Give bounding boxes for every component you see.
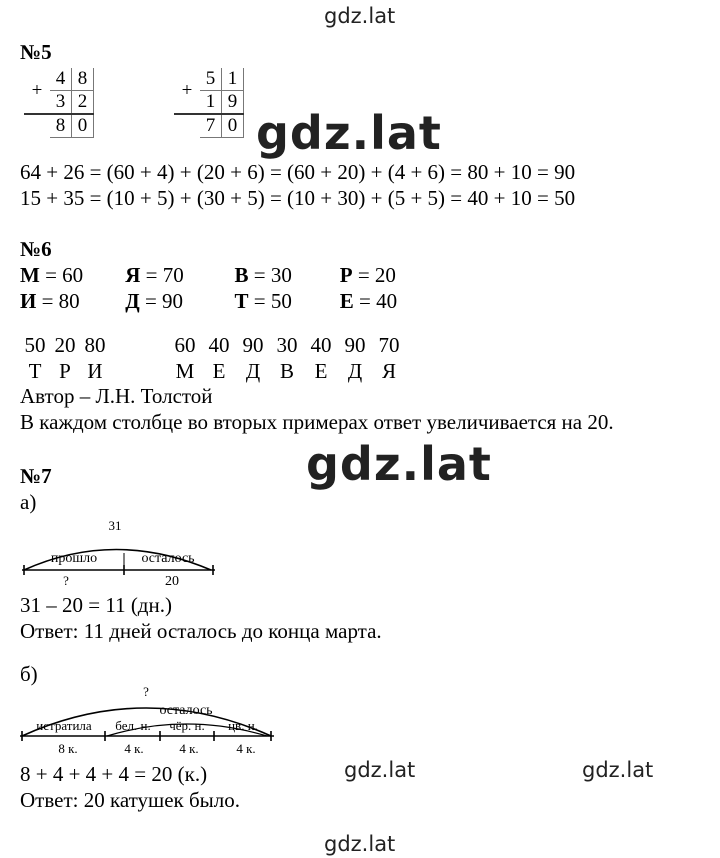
plus-sign: +: [181, 79, 193, 101]
ex6-title: №6: [20, 237, 52, 261]
ex7-a-solution: 31 – 20 = 11 (дн.): [20, 593, 172, 617]
ex5-line-2: 15 + 35 = (10 + 5) + (30 + 5) = (10 + 30) + (5 + 5) = 40 + 10 = 50: [20, 186, 576, 210]
ex7-b-label: б): [20, 662, 38, 686]
ex6-author: Автор – Л.Н. Толстой: [20, 384, 213, 408]
ex5-line-1: 64 + 26 = (60 + 4) + (20 + 6) = (60 + 20) + (4 + 6) = 80 + 10 = 90: [20, 160, 576, 184]
segment-diagram-b: [0, 682, 300, 760]
ex7-a-label: а): [20, 490, 37, 514]
digit: 3: [50, 91, 72, 115]
segment-diagram-a: [0, 515, 240, 590]
digit: 8: [50, 114, 72, 138]
diagram-b-value: 4 к.: [124, 741, 144, 756]
diagram-a-part2: осталось: [141, 551, 195, 566]
watermark-bottom-mid: gdz.lat: [344, 758, 416, 782]
ex6-note: В каждом столбце во вторых примерах ответ увеличивается на 20.: [20, 410, 614, 434]
digit: 8: [72, 68, 94, 91]
word-medvedya-numbers: 60 40 90 30 40 90 70: [174, 333, 400, 357]
plus-sign: +: [31, 79, 43, 101]
watermark-top: gdz.lat: [324, 4, 396, 28]
ex6-row-2: И = 80 Д = 90 Т = 50 Е = 40: [20, 289, 398, 313]
diagram-a-value: 20: [165, 574, 179, 589]
diagram-b-part: чёр. н.: [169, 718, 205, 733]
watermark-big-1: gdz.lat: [256, 106, 442, 160]
digit: 0: [72, 114, 94, 138]
diagram-b-part: бел. н.: [115, 718, 151, 733]
digit: 4: [50, 68, 72, 91]
digit: 2: [72, 91, 94, 115]
diagram-b-question: ?: [143, 684, 149, 699]
ex7-b-solution: 8 + 4 + 4 + 4 = 20 (к.): [20, 762, 208, 786]
diagram-b-remain-label: осталось: [159, 703, 213, 718]
diagram-a-question: ?: [63, 573, 69, 588]
digit: 0: [222, 114, 244, 138]
diagram-a-part1: прошло: [50, 551, 98, 566]
diagram-b-value: 8 к.: [58, 741, 78, 756]
watermark-footer: gdz.lat: [324, 832, 396, 856]
ex6-row-1: М = 60 Я = 70 В = 30 Р = 20: [20, 263, 396, 287]
diagram-b-value: 4 к.: [236, 741, 256, 756]
digit: 5: [200, 68, 222, 91]
ex5-title: №5: [20, 40, 52, 64]
ex7-b-answer: Ответ: 20 катушек было.: [20, 788, 240, 812]
digit: 9: [222, 91, 244, 115]
word-medvedya-letters: М Е Д В Е Д Я: [175, 359, 396, 383]
diagram-b-value: 4 к.: [179, 741, 199, 756]
ex7-a-answer: Ответ: 11 дней осталось до конца марта.: [20, 619, 382, 643]
watermark-bottom-right: gdz.lat: [582, 758, 654, 782]
column-addition-1: [24, 68, 94, 138]
digit: 7: [200, 114, 222, 138]
ex7-title: №7: [20, 464, 52, 488]
digit: 1: [222, 68, 244, 91]
digit: 1: [200, 91, 222, 115]
column-addition-2: [174, 68, 244, 138]
watermark-big-2: gdz.lat: [306, 437, 492, 491]
word-tri-letters: Т Р И: [28, 359, 103, 383]
diagram-a-total: 31: [108, 518, 122, 533]
diagram-b-part: цв. н.: [228, 718, 258, 733]
diagram-b-part: истратила: [36, 718, 92, 733]
word-tri-numbers: 50 20 80: [24, 333, 106, 357]
